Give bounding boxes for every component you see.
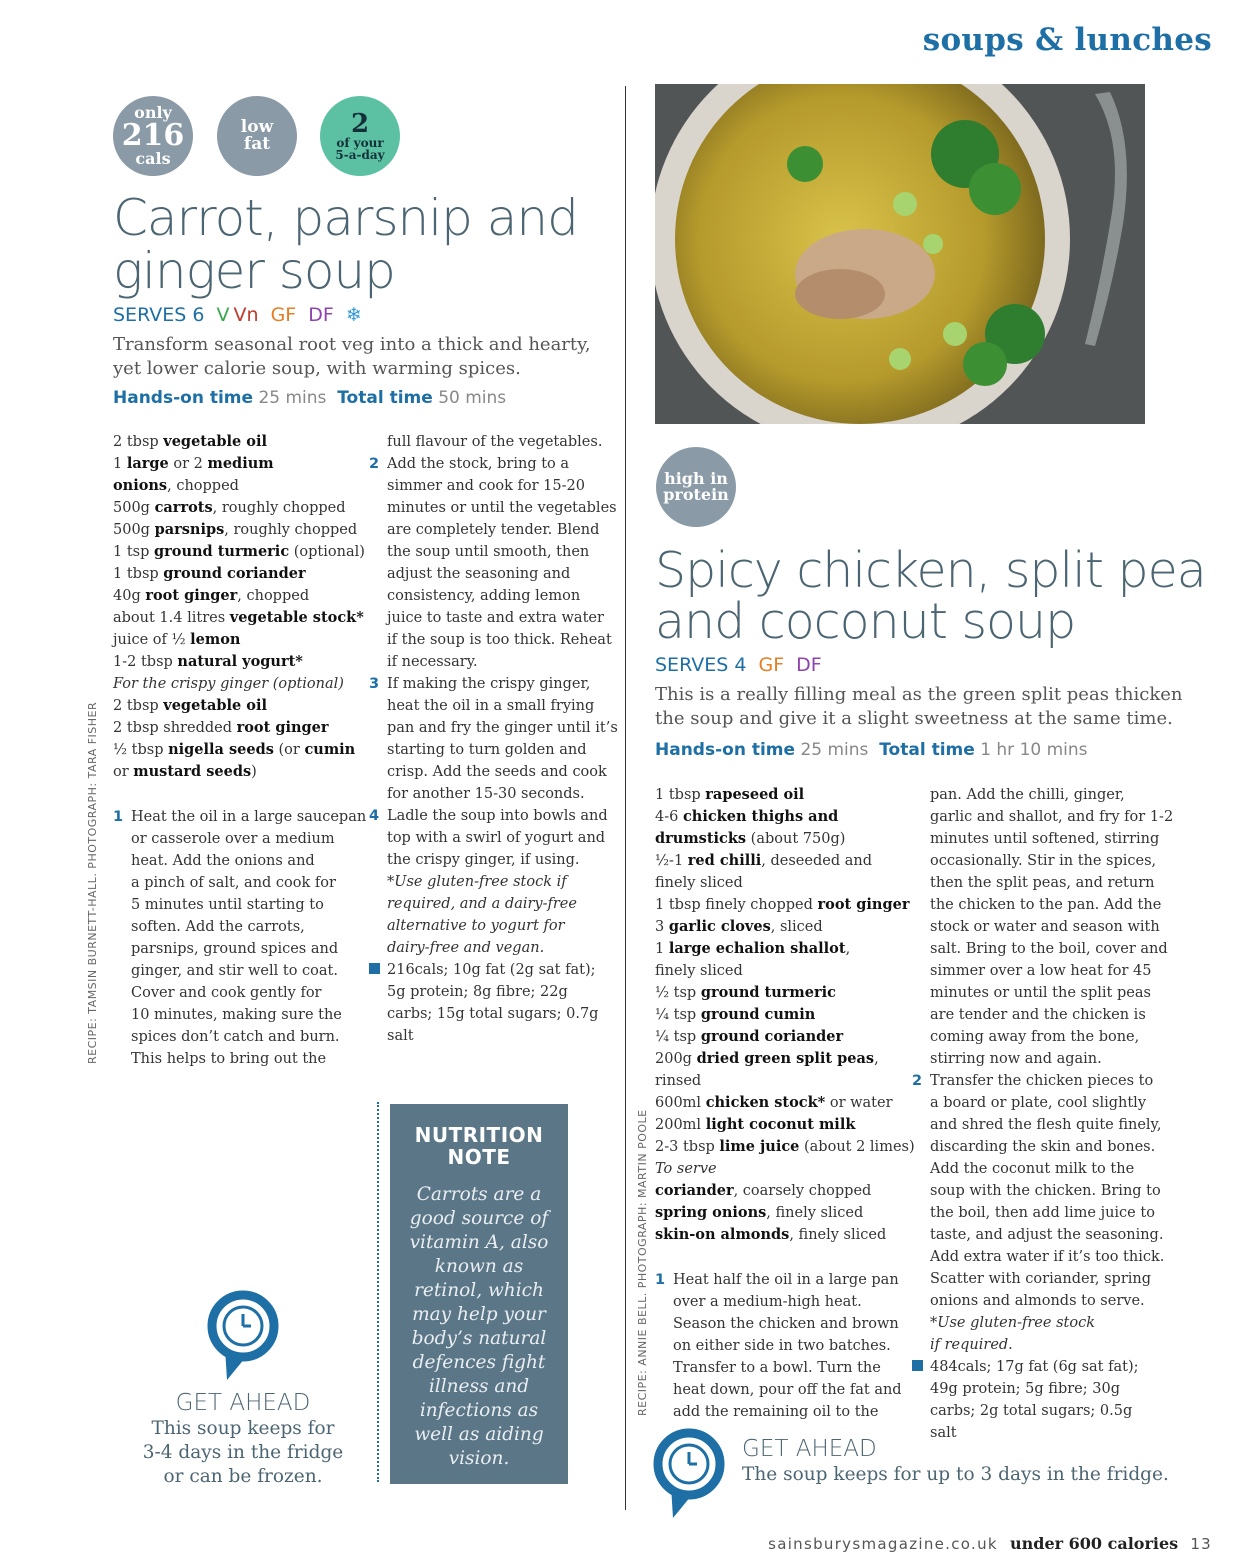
nutrition-note-line: good source of [409, 1208, 549, 1229]
recipe1-method-2: full flavour of the vegetables. 2 Add the stock, bring to a simmer and cook for 15-20 minutes or until the vegetables are completely tender. Blend the soup until smooth, then adjust the seasoning and consistency, adding lemon juice to taste and extra water if the soup is too thick. Reheat if necessary. 3 If making the crispy ginger, heat the oil in a small frying pan and fry the ginger until it’s starting to turn golden and crisp. Add the seeds and cook for another 15-30 seconds. 4 Ladle the soup into bowls and top with a swirl of yogurt and the crispy ginger, if using. *Use gluten-free stock if required, and a dairy-free alternative to yogurt for dairy-free and vegan. 216cals; 10g fat (2g sat fat); 5g protein; 8g fibre; 22g carbs; 15g total sugars; 0.7g salt [369, 431, 609, 1047]
badge-five-line1: of your [336, 136, 384, 150]
handson-label: Hands-on time [655, 740, 796, 760]
recipe2-serves-row [655, 654, 822, 676]
dotted-divider [377, 1102, 379, 1482]
high-protein-badge [656, 447, 736, 527]
badge-cals-label: cals [135, 149, 171, 168]
total-label: Total time [879, 740, 975, 760]
recipe2-ingredients: 1 tbsp rapeseed oil 4-6 chicken thighs and drumsticks (about 750g) ½-1 red chilli, deseeded and finely sliced 1 tbsp finely chopped root ginger 3 garlic cloves, sliced 1 large echalion shallot, finely sliced ½ tsp ground turmeric ¼ tsp ground cumin ¼ tsp ground coriander 200g dried green split peas, rinsed 600ml chicken stock* or water 200ml light coconut milk 2-3 tbsp lime juice (about 2 limes) To serve coriander, coarsely chopped spring onions, finely sliced skin-on almonds, finely sliced [655, 786, 915, 1243]
nutrition-note-line: vision. [448, 1448, 510, 1469]
recipe2-title [655, 542, 1206, 651]
diet-df: DF [308, 304, 334, 326]
total-value: 1 hr 10 mins [980, 740, 1088, 760]
nutrition-note-line: Carrots are a [416, 1184, 542, 1205]
section-title: soups & lunches [922, 22, 1212, 58]
low-fat-badge [217, 96, 297, 176]
nutrition-note-line: infections as [419, 1400, 539, 1421]
recipe1-intro [113, 333, 591, 381]
recipe1-title [113, 189, 578, 300]
recipe2-serves: SERVES 4 [655, 654, 747, 676]
recipe1-credit: RECIPE: TAMSIN BURNETT-HALL. PHOTOGRAPH: TARA FISHER [86, 701, 99, 1064]
recipe2-credit: RECIPE: ANNIE BELL. PHOTOGRAPH: MARTIN POOLE [636, 1109, 649, 1416]
diet-vn: Vn [233, 304, 259, 326]
getahead2-text: The soup keeps for up to 3 days in the fridge. [742, 1464, 1169, 1485]
recipe2-title-line1: Spicy chicken, split pea [655, 542, 1206, 599]
badge-five-value: 2 [350, 109, 370, 139]
getahead1-line: or can be frozen. [163, 1466, 323, 1487]
nutrition-note-title-1: NUTRITION [414, 1123, 544, 1147]
badge-fat: fat [243, 134, 271, 154]
badge-five-line2: 5-a-day [335, 148, 385, 162]
recipe2-nutrition: 484cals; 17g fat (6g sat fat); 49g protein; 5g fibre; 30g carbs; 2g total sugars; 0.5g salt [930, 1359, 1139, 1441]
getahead1-text [113, 1417, 373, 1489]
recipe1-nutrition: 216cals; 10g fat (2g sat fat); 5g protein; 8g fibre; 22g carbs; 15g total sugars; 0.7g salt [387, 962, 599, 1044]
nutrition-note-line: well as aiding [414, 1424, 544, 1445]
footer [768, 1534, 1212, 1553]
diet-gf: GF [758, 654, 785, 676]
badge-protein: protein [663, 485, 729, 504]
nutrition-note-line: defences fight [412, 1352, 546, 1373]
recipe1-method-1: 1 Heat the oil in a large saucepan or casserole over a medium heat. Add the onions and a pinch of salt, and cook for 5 minutes until starting to soften. Add the carrots, parsnips, ground spices and ginger, and stir well to coat. Cover and cook gently for 10 minutes, making sure the spices don’t catch and burn. This helps to bring out the [113, 809, 367, 1067]
handson-value: 25 mins [800, 740, 869, 760]
nutrition-note-line: known as [434, 1256, 524, 1277]
diet-v: V [216, 304, 230, 326]
recipe2-method-2: pan. Add the chilli, ginger, garlic and shallot, and fry for 1-2 minutes until softened, stirring occasionally. Stir in the spices, then the split peas, and return the chicken to the pan. Add the stock or water and season with salt. Bring to the boil, cover and simmer over a low heat for 45 minutes or until the split peas are tender and the chicken is coming away from the bone, stirring now and again. 2 Transfer the chicken pieces to a board or plate, cool slightly and shred the flesh quite finely, discarding the skin and bones. Add the coconut milk to the soup with the chicken. Bring to the boil, then add lime juice to taste, and adjust the seasoning. Add extra water if it’s too thick. Scatter with coriander, spring onions and almonds to serve. *Use gluten-free stock if required. 484cals; 17g fat (6g sat fat); 49g protein; 5g fibre; 30g carbs; 2g total sugars; 0.5g salt [912, 784, 1152, 1444]
footer-site: sainsburysmagazine.co.uk [768, 1535, 998, 1553]
nutrition-note-line: body’s natural [411, 1328, 547, 1349]
page-number: 13 [1190, 1535, 1212, 1553]
clock-get-ahead-icon [651, 1426, 731, 1522]
recipe2-title-line2: and coconut soup [655, 593, 1076, 651]
total-label: Total time [337, 388, 433, 408]
clock-get-ahead-icon [205, 1288, 285, 1384]
recipe1-title-line2: ginger soup [113, 241, 395, 300]
recipe2-method-1: 1 Heat half the oil in a large pan over a medium-high heat. Season the chicken and brown on either side in two batches. Transfer to a bowl. Turn the heat down, pour off the fat and add the remaining oil to the [655, 1272, 902, 1420]
nutrition-note-box [390, 1104, 568, 1484]
nutrition-note-title-2: NOTE [447, 1145, 511, 1169]
recipe1-intro-line2: yet lower calorie soup, with warming spices. [113, 357, 521, 379]
getahead1-title: GET AHEAD [175, 1390, 311, 1416]
recipe1-times [113, 388, 506, 408]
getahead1-line: This soup keeps for [151, 1418, 335, 1439]
recipe1-intro-line1: Transform seasonal root veg into a thick and hearty, [113, 334, 591, 355]
badge-high-in: high in [664, 469, 728, 488]
calories-badge [113, 96, 193, 176]
handson-value: 25 mins [258, 388, 327, 408]
badge-cals-value: 216 [121, 118, 185, 153]
getahead1-line: 3-4 days in the fridge [142, 1442, 344, 1463]
recipe2-intro [655, 683, 1182, 731]
nutrition-note-line: may help your [412, 1304, 546, 1325]
badge-low: low [240, 117, 274, 137]
getahead2-title: GET AHEAD [742, 1436, 877, 1462]
nutrition-bullet-icon [369, 963, 380, 974]
recipe2-intro-line1: This is a really filling meal as the green split peas thicken [655, 684, 1183, 705]
total-value: 50 mins [438, 388, 507, 408]
footer-tag: under 600 calories [1010, 1534, 1179, 1553]
recipe1-title-line1: Carrot, parsnip and [113, 189, 578, 247]
recipe2-intro-line2: the soup and give it a slight sweetness at the same time. [655, 707, 1173, 729]
nutrition-note-line: retinol, which [414, 1280, 544, 1301]
recipe1-ingredients: 2 tbsp vegetable oil 1 large or 2 medium onions, chopped 500g carrots, roughly chopped 500g parsnips, roughly chopped 1 tsp ground turmeric (optional) 1 tbsp ground coriander 40g root ginger, chopped about 1.4 litres vegetable stock* juice of ½ lemon 1-2 tbsp natural yogurt* For the crispy ginger (optional) 2 tbsp vegetable oil 2 tbsp shredded root ginger ½ tbsp nigella seeds (or cumin or mustard seeds) [113, 433, 365, 780]
nutrition-note-text [390, 1183, 568, 1471]
nutrition-note-line: vitamin A, also [409, 1232, 549, 1253]
nutrition-note-line: illness and [428, 1376, 530, 1397]
recipe2-times [655, 740, 1088, 760]
freezable-icon: ❄ [345, 304, 362, 326]
column-divider [625, 86, 626, 1510]
badge-only: only [134, 103, 172, 122]
nutrition-bullet-icon [912, 1360, 923, 1371]
five-a-day-badge [320, 96, 400, 176]
diet-df: DF [796, 654, 822, 676]
handson-label: Hands-on time [113, 388, 254, 408]
recipe1-serves-row [113, 304, 362, 326]
diet-gf: GF [270, 304, 297, 326]
soup-photo [655, 84, 1145, 424]
recipe1-serves: SERVES 6 [113, 304, 205, 326]
